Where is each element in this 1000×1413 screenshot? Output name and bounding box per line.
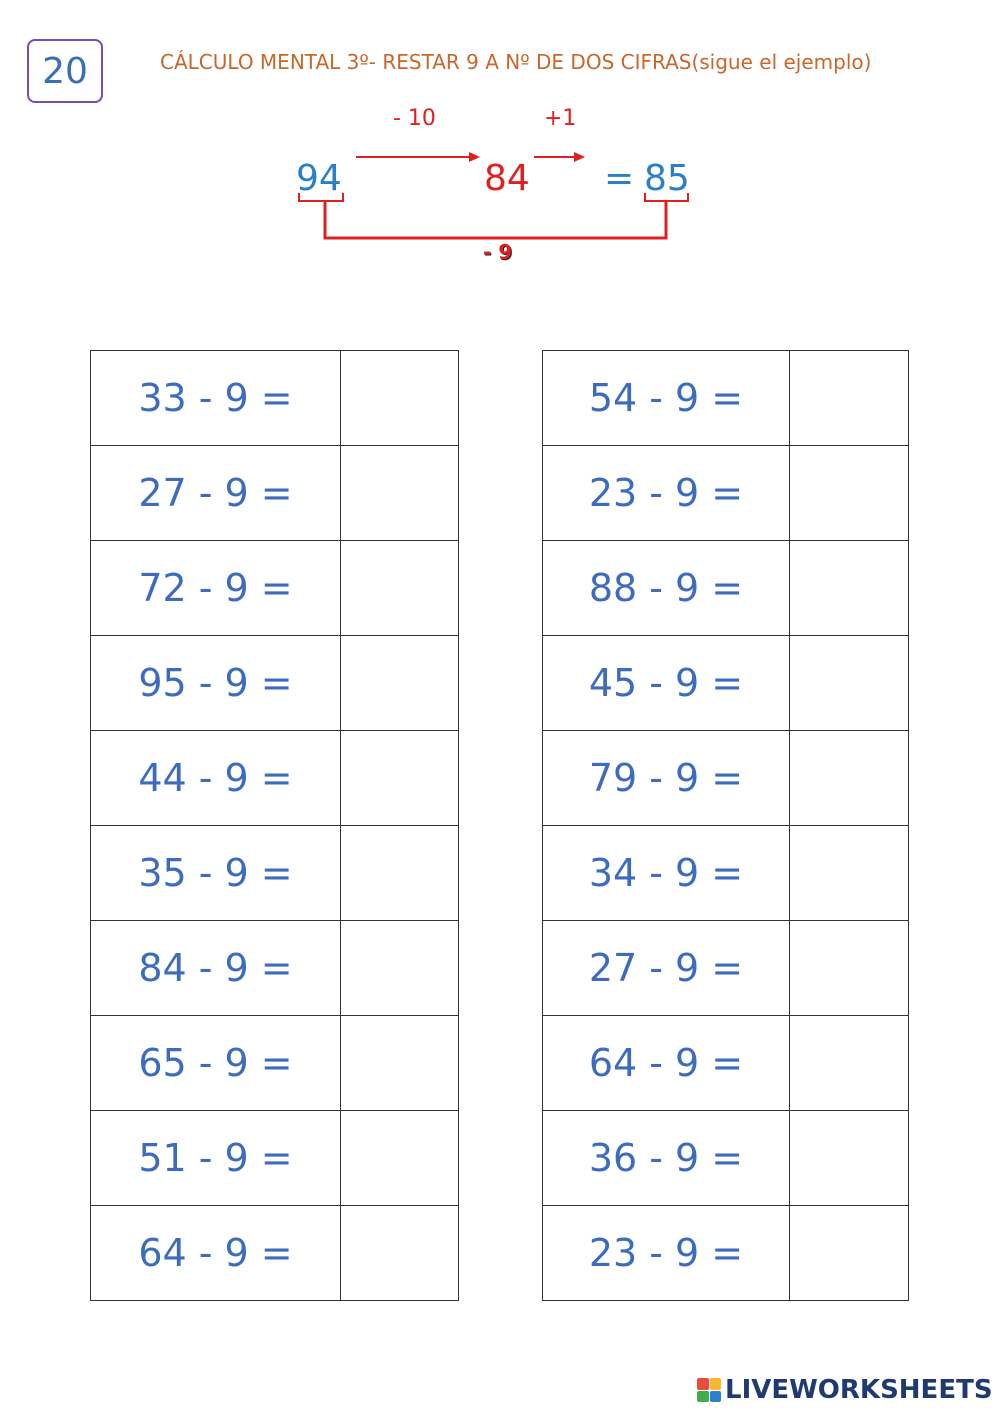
exercise-row: [91, 1206, 459, 1301]
exercise-question: 64 - 9 =: [543, 1016, 790, 1111]
total-minus9-label: - 9: [483, 240, 513, 264]
answer-box[interactable]: [790, 541, 909, 636]
exercise-question: 84 - 9 =: [91, 921, 341, 1016]
exercise-row: [91, 826, 459, 921]
exercise-question: 34 - 9 =: [543, 826, 790, 921]
exercise-row: [543, 826, 909, 921]
right-exercise-table: [542, 350, 909, 1301]
answer-box[interactable]: [341, 1111, 459, 1206]
exercise-row: [91, 636, 459, 731]
worksheet-number-badge: 20: [27, 39, 103, 103]
exercise-question: 51 - 9 =: [91, 1111, 341, 1206]
answer-box[interactable]: [341, 351, 459, 446]
arrow-minus10-head: [469, 152, 480, 162]
arrow-plus1-head: [574, 152, 585, 162]
exercise-question: 72 - 9 =: [91, 541, 341, 636]
exercise-row: [543, 1206, 909, 1301]
exercise-question: 44 - 9 =: [91, 731, 341, 826]
exercise-question: 64 - 9 =: [91, 1206, 341, 1301]
answer-box[interactable]: [790, 636, 909, 731]
exercise-question: 95 - 9 =: [91, 636, 341, 731]
answer-box[interactable]: [341, 446, 459, 541]
liveworksheets-brand: [697, 1375, 993, 1405]
exercise-row: [543, 636, 909, 731]
answer-box[interactable]: [790, 731, 909, 826]
exercise-question: 79 - 9 =: [543, 731, 790, 826]
step-minus10-label: - 10: [393, 106, 436, 131]
exercise-row: [543, 1111, 909, 1206]
step-plus1-label: +1: [544, 106, 577, 131]
answer-box[interactable]: [341, 1206, 459, 1301]
example-equals-sign: =: [604, 158, 635, 199]
exercise-row: [91, 351, 459, 446]
answer-box[interactable]: [790, 351, 909, 446]
exercise-question: 45 - 9 =: [543, 636, 790, 731]
example-start-number: 94: [296, 158, 342, 199]
left-exercise-table: [90, 350, 459, 1301]
exercise-row: [91, 731, 459, 826]
answer-box[interactable]: [341, 636, 459, 731]
exercise-row: [543, 446, 909, 541]
exercise-question: 54 - 9 =: [543, 351, 790, 446]
exercise-row: [543, 541, 909, 636]
exercise-question: 88 - 9 =: [543, 541, 790, 636]
exercise-question: 35 - 9 =: [91, 826, 341, 921]
exercise-row: [543, 351, 909, 446]
exercise-question: 23 - 9 =: [543, 1206, 790, 1301]
exercise-question: 33 - 9 =: [91, 351, 341, 446]
liveworksheets-logo-icon: [697, 1378, 721, 1402]
example-diagram: [0, 0, 1000, 300]
exercise-question: 27 - 9 =: [91, 446, 341, 541]
answer-box[interactable]: [790, 1016, 909, 1111]
answer-box[interactable]: [790, 1206, 909, 1301]
exercise-question: 23 - 9 =: [543, 446, 790, 541]
exercise-question: 27 - 9 =: [543, 921, 790, 1016]
exercise-row: [91, 446, 459, 541]
answer-box[interactable]: [790, 446, 909, 541]
exercise-row: [91, 921, 459, 1016]
answer-box[interactable]: [341, 731, 459, 826]
exercise-question: 65 - 9 =: [91, 1016, 341, 1111]
exercise-row: [91, 541, 459, 636]
exercise-row: [543, 731, 909, 826]
exercise-question: 36 - 9 =: [543, 1111, 790, 1206]
connector-minus9: [325, 201, 666, 238]
answer-box[interactable]: [341, 541, 459, 636]
example-result-number: 85: [644, 158, 690, 199]
example-intermediate-number: 84: [484, 158, 530, 199]
exercise-row: [543, 921, 909, 1016]
answer-box[interactable]: [341, 1016, 459, 1111]
exercise-row: [91, 1111, 459, 1206]
answer-box[interactable]: [341, 921, 459, 1016]
exercise-row: [543, 1016, 909, 1111]
worksheet-title: CÁLCULO MENTAL 3º- RESTAR 9 A Nº DE DOS CIFRAS(sigue el ejemplo): [160, 50, 872, 74]
brand-wordmark: LIVEWORKSHEETS: [725, 1375, 993, 1405]
answer-box[interactable]: [790, 921, 909, 1016]
answer-box[interactable]: [790, 1111, 909, 1206]
answer-box[interactable]: [790, 826, 909, 921]
answer-box[interactable]: [341, 826, 459, 921]
exercise-row: [91, 1016, 459, 1111]
